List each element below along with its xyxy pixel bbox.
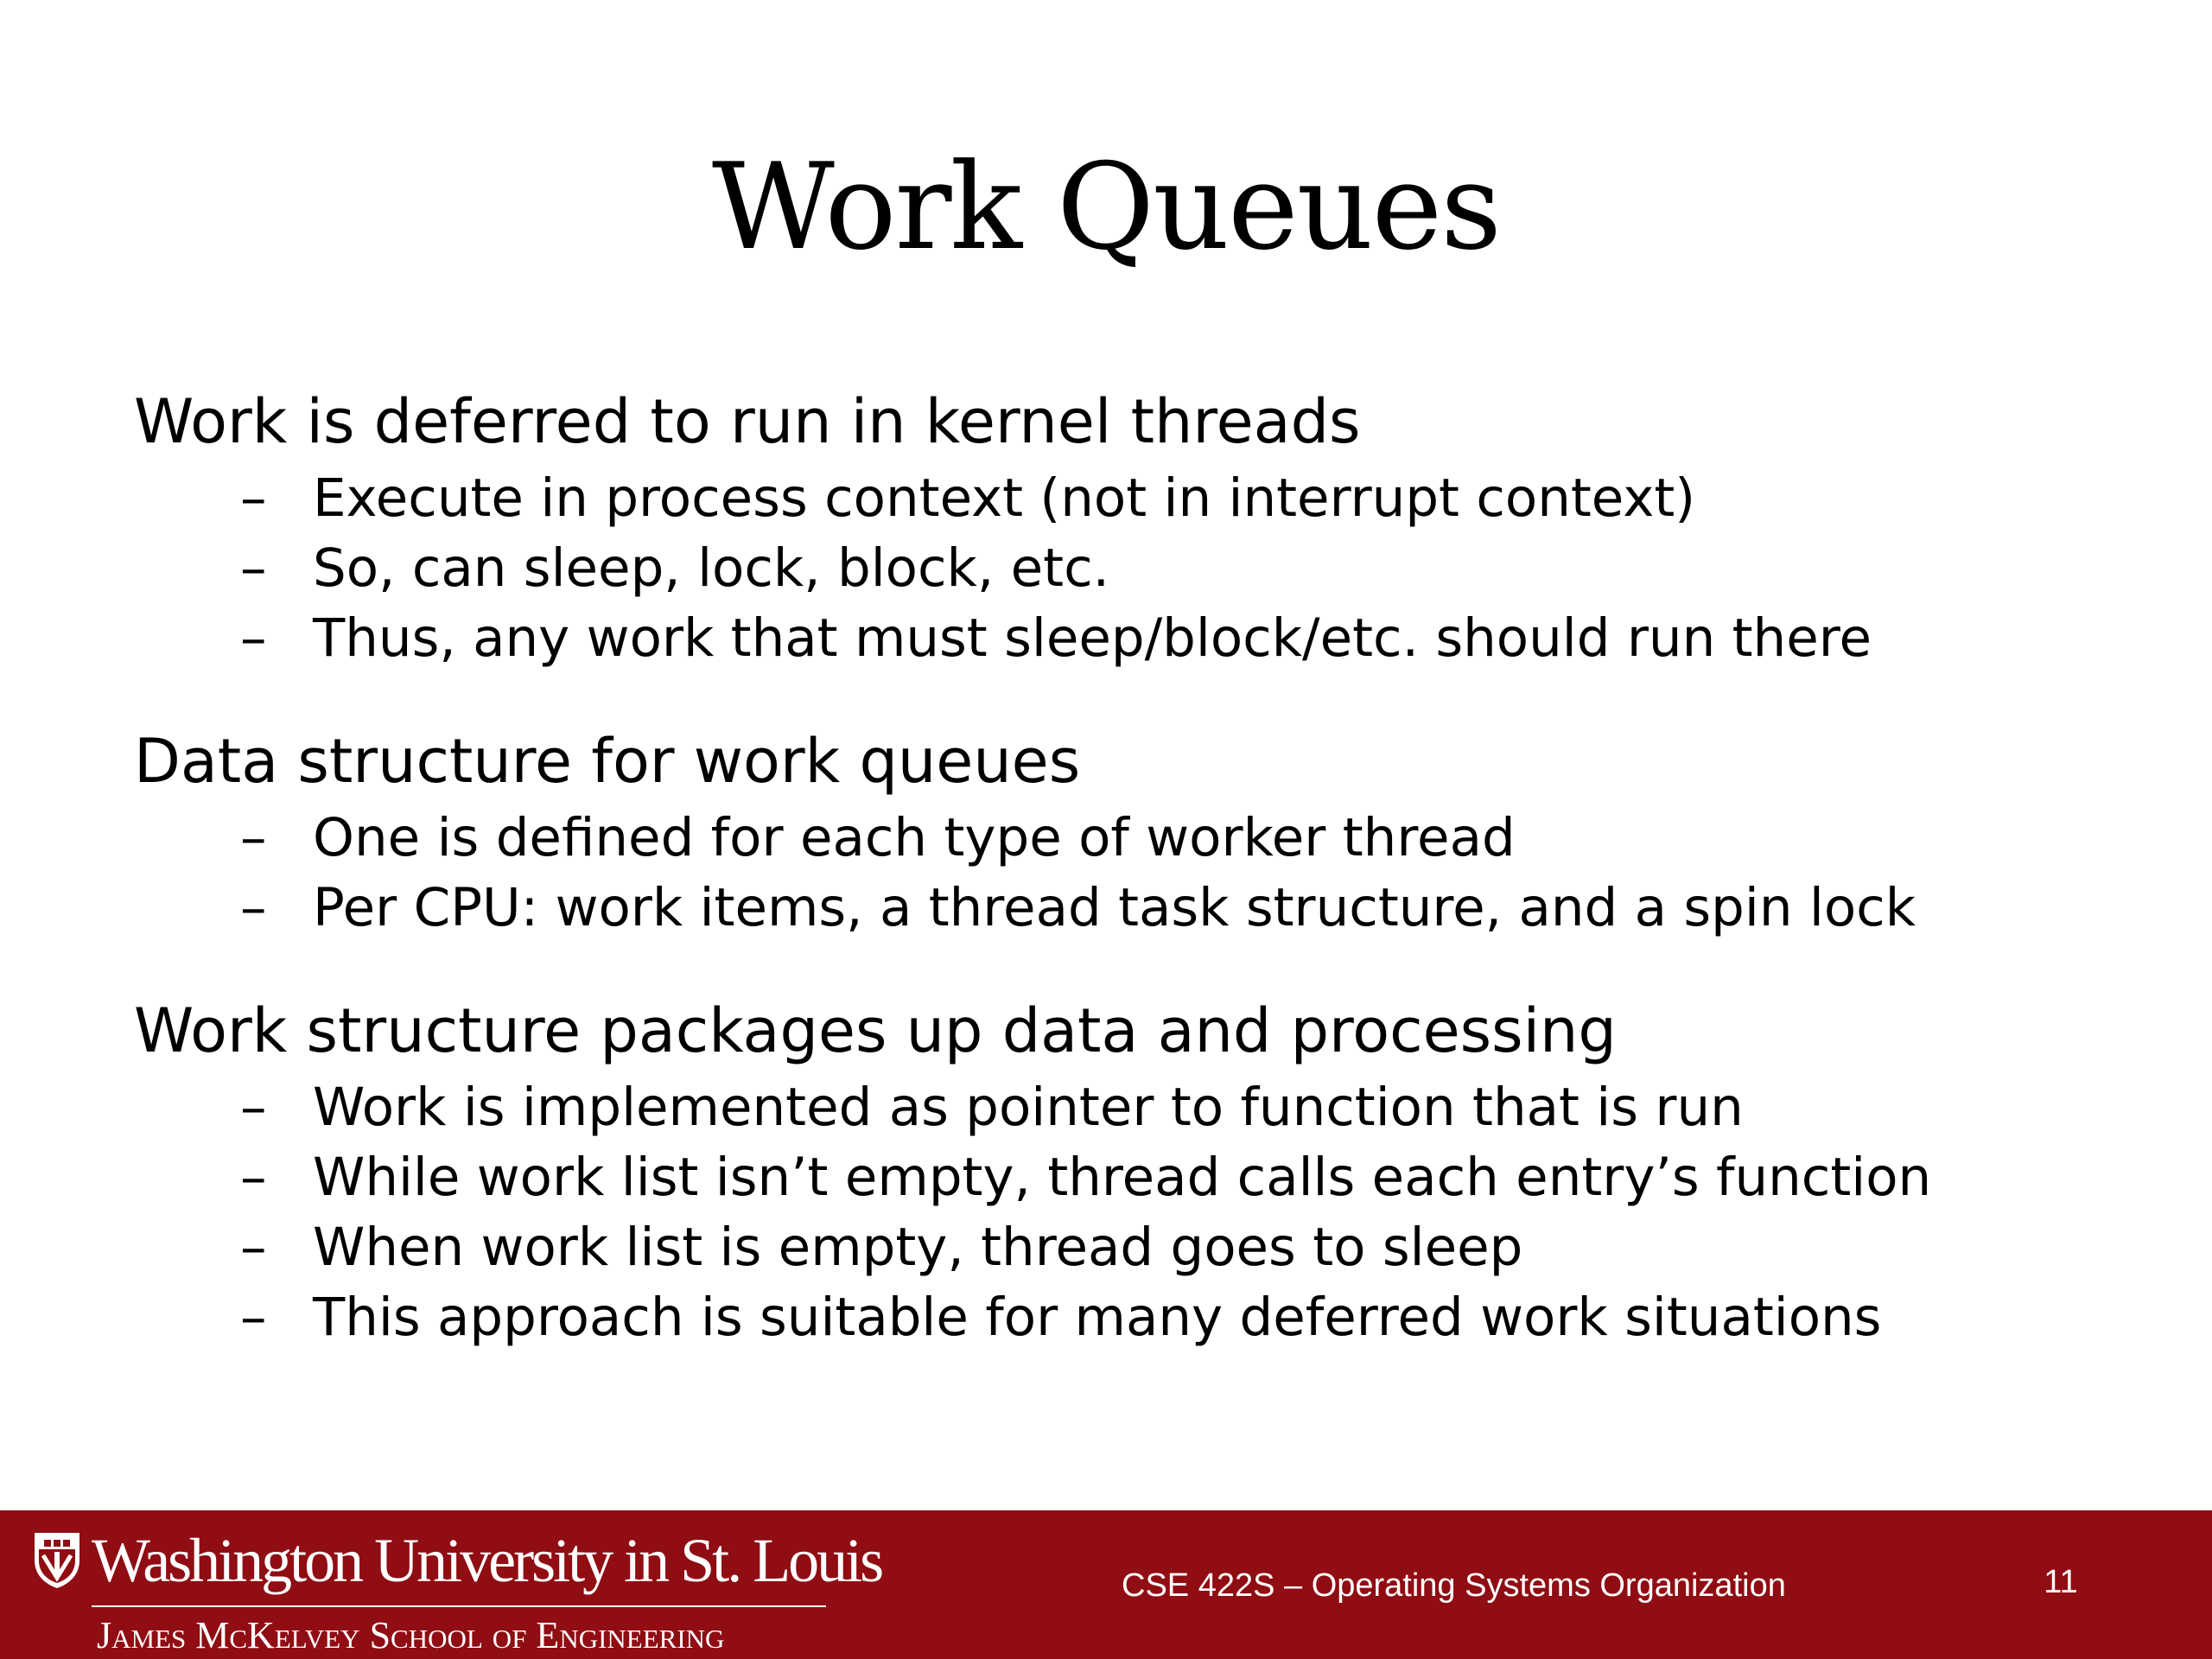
dash-marker: – xyxy=(240,537,267,599)
footer-bar xyxy=(0,1510,2212,1659)
sub-bullet-text: Per CPU: work items, a thread task structure, and a spin lock xyxy=(313,877,1916,938)
logo-divider xyxy=(92,1605,826,1607)
sub-bullet-text: Thus, any work that must sleep/block/etc. should run there xyxy=(313,607,1872,669)
sub-bullet-list xyxy=(134,463,2147,673)
dash-marker: – xyxy=(240,877,267,938)
sub-bullet-text: Execute in process context (not in interrupt context) xyxy=(313,467,1696,529)
sub-bullet xyxy=(134,533,2147,603)
bullet-heading: Work structure packages up data and processing xyxy=(134,995,1617,1066)
dash-marker: – xyxy=(240,1217,267,1278)
slide-title: Work Queues xyxy=(711,137,1501,276)
sub-bullet-list xyxy=(134,803,2147,943)
sub-bullet xyxy=(134,1142,2147,1212)
slide-content xyxy=(134,380,2147,1399)
sub-bullet xyxy=(134,873,2147,943)
sub-bullet xyxy=(134,803,2147,873)
sub-bullet-text: This approach is suitable for many deferred work situations xyxy=(313,1287,1882,1348)
dash-marker: – xyxy=(240,1147,267,1208)
sub-bullet-text: Work is implemented as pointer to function that is run xyxy=(313,1077,1744,1138)
sub-bullet-text: When work list is empty, thread goes to sleep xyxy=(313,1217,1523,1278)
course-name: CSE 422S – Operating Systems Organization xyxy=(1122,1567,1786,1604)
sub-bullet xyxy=(134,1072,2147,1142)
sub-bullet xyxy=(134,463,2147,533)
sub-bullet-list xyxy=(134,1072,2147,1352)
dash-marker: – xyxy=(240,607,267,669)
dash-marker: – xyxy=(240,1287,267,1348)
sub-bullet-text: So, can sleep, lock, block, etc. xyxy=(313,537,1109,599)
sub-bullet xyxy=(134,1282,2147,1352)
bullet-section-2 xyxy=(134,720,2147,943)
bullet-heading: Work is deferred to run in kernel threads xyxy=(134,386,1361,457)
school-name: James McKelvey School of Engineering xyxy=(97,1614,725,1656)
university-name: Washington University in St. Louis xyxy=(92,1526,882,1595)
university-logo xyxy=(31,1519,882,1657)
bullet-section-3 xyxy=(134,989,2147,1352)
page-number: 11 xyxy=(2044,1564,2078,1600)
dash-marker: – xyxy=(240,467,267,529)
university-shield-icon xyxy=(31,1529,83,1590)
sub-bullet-text: One is defined for each type of worker thread xyxy=(313,807,1516,868)
dash-marker: – xyxy=(240,1077,267,1138)
bullet-section-1 xyxy=(134,380,2147,673)
dash-marker: – xyxy=(240,807,267,868)
sub-bullet-text: While work list isn’t empty, thread calls each entry’s function xyxy=(313,1147,1932,1208)
bullet-heading: Data structure for work queues xyxy=(134,726,1081,797)
sub-bullet xyxy=(134,1212,2147,1282)
sub-bullet xyxy=(134,603,2147,673)
